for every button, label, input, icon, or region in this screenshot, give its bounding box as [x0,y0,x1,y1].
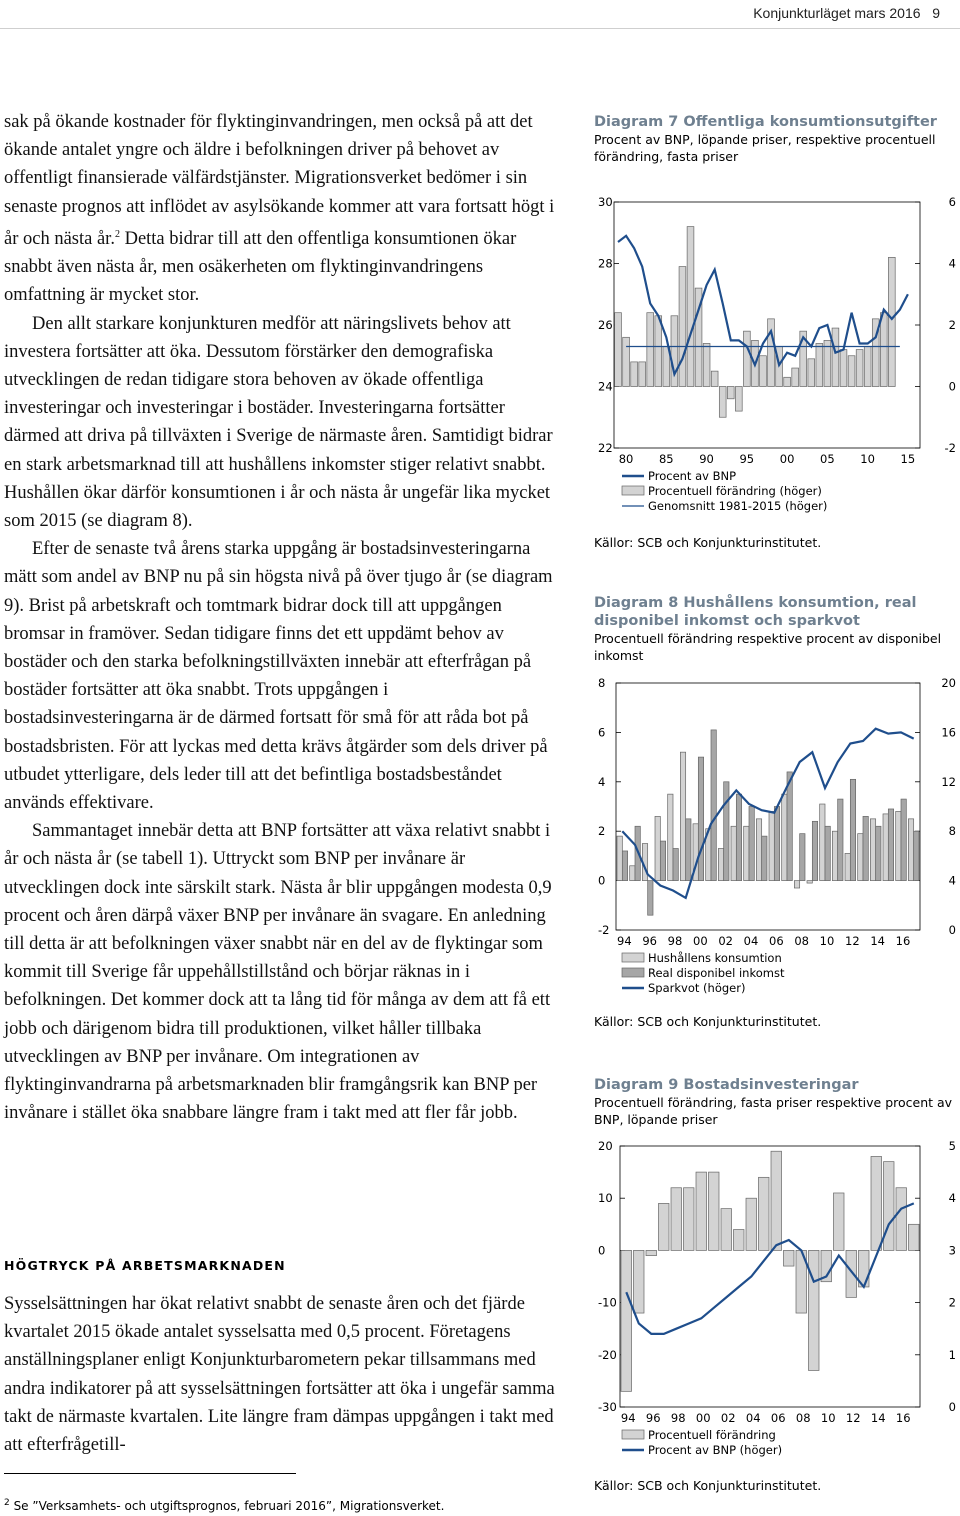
bar [630,866,635,881]
x-tick-label: 14 [870,1411,886,1425]
x-tick-label: 02 [720,1411,736,1425]
bar [621,1250,632,1391]
x-tick-label: 94 [620,1411,636,1425]
bar [680,752,685,880]
x-tick-label: 10 [860,452,875,466]
bar [760,356,767,387]
x-tick-label: 04 [745,1411,761,1425]
bar [792,368,799,386]
bar [615,313,622,387]
paragraph-text: sak på ökande kostnader för flyktinginvandringen, men också på att det ökande antalet yngre och äldre i befolkningen driver på behovet av offentligt finansierade välfärdstjänster. Migrationsverket bedömer i sin senaste prognos att inflödet av asylsökande kommer att vara fortsatt högt i år och nästa år. [4,112,555,249]
bar [850,779,855,880]
x-tick-label: 00 [695,1411,711,1425]
bar [846,1250,857,1297]
bar [743,331,750,386]
x-tick-label: 15 [900,452,916,466]
bar [838,799,843,881]
bar [864,347,871,387]
body-paragraph [4,817,560,1127]
section-paragraph: Sysselsättningen har ökat relativt snabbt de senaste åren och det fjärde kvartalet 2015 ökade antalet sysselsatta med 0,5 procent. Företagens anställningsplaner enligt Konjunkturbarometern pekar tillsammans med andra indikatorer på att sysselsättningen fortsätter att öka i ungefär samma takt de närmaste kvartalen. Lite längre fram dämpas uppgången i takt med att efterfrågetill- [4,1294,555,1456]
bar [759,1177,770,1250]
footnote-text: Se ”Verksamhets- och utgiftsprognos, februari 2016”, Migrationsverket. [13,1499,445,1513]
bar [870,819,875,881]
y-tick-label: 28 [598,256,613,271]
bar [848,356,855,387]
x-tick-label: 08 [794,934,809,948]
bar [735,387,742,412]
header-title: Konjunkturläget mars 2016 [753,5,921,21]
bar [622,851,627,881]
y2-tick-label: 3 [948,1243,956,1258]
bar [774,807,779,881]
body-text [4,108,560,1127]
bar [876,826,881,880]
bar [784,377,791,386]
bar [845,853,850,880]
y2-tick-label: 2 [948,1295,956,1310]
running-header [753,5,940,21]
y2-tick-label: 4 [948,256,956,271]
paragraph-text: Sammantaget innebär detta att BNP fortsätter att växa relativt snabbt i år och nästa år (se tabell 1). Uttryckt som BNP per invånare är utvecklingen dock inte särskilt stark. Nästa år blir uppgången modesta 0,9 procent och åren därpå växer BNP per invånare än svagare. En anledning till detta är att befolkningen växer snabbt när en del av de flyktingar som kommit till Sverige får uppehållstillstånd och börjar räknas in i befolkningen. Det kommer dock att ta lång tid för många av dem att få ett jobb och därigenom bidra till produktionen, vilket håller tillbaka utvecklingen av BNP per invånare. Om integrationen av flyktinginvandrarna på arbetsmarknaden blir framgångsrik kan BNP per invånare i stället öka snabbare längre fram i takt med att fler får jobb. [4,821,552,1124]
bar [880,313,887,387]
bar [711,371,718,386]
bar [684,1188,695,1251]
bar [914,831,919,880]
y2-tick-label: 20 [941,676,956,690]
section-heading: HÖGTRYCK PÅ ARBETSMARKNADEN [4,1258,286,1273]
diagram-9-source: Källor: SCB och Konjunkturinstitutet. [594,1478,822,1493]
bar [631,362,638,387]
diagram-9-chart [594,1136,960,1464]
x-tick-label: 96 [645,1411,661,1425]
y2-tick-label: 0 [948,923,956,937]
bar [648,881,653,916]
legend-swatch [622,968,644,977]
bar [686,819,691,881]
x-tick-label: 10 [819,934,835,948]
page-header [0,0,960,29]
bar [884,1162,895,1251]
x-tick-label: 94 [617,934,632,948]
bar [696,1172,707,1250]
y2-tick-label: 1 [948,1347,956,1362]
x-tick-label: 14 [870,934,885,948]
x-tick-label: 95 [739,452,755,466]
y2-tick-label: 2 [948,318,956,332]
x-tick-label: 12 [845,1411,861,1425]
x-tick-label: 98 [667,934,683,948]
y-tick-label: -20 [598,1347,617,1362]
y-tick-label: 10 [598,1191,613,1206]
bar [655,316,662,387]
x-tick-label: 16 [895,1411,911,1425]
legend-label: Procent av BNP [648,469,737,483]
x-tick-label: 06 [769,934,784,948]
diagram-title: Diagram 8 Hushållens konsumtion, real disponibel inkomst och sparkvot [594,595,917,629]
bar [698,757,703,881]
bar [832,328,839,386]
bar [673,848,678,880]
paragraph-text: Detta bidrar till att den offentliga konsumtionen ökar snabbt även nästa år, men osäkerheten om flyktinginvandringens omfattning är mycket stor. [4,228,517,306]
y-tick-label: 26 [598,318,613,332]
bar [909,1224,920,1250]
y-tick-label: 20 [598,1139,613,1153]
diagram-8-source: Källor: SCB och Konjunkturinstitutet. [594,1014,822,1029]
bar [703,343,710,386]
bar [756,819,761,881]
bar [888,809,893,881]
legend-label: Sparkvot (höger) [648,981,746,995]
bar [856,350,863,387]
y-tick-label: 8 [598,676,606,690]
legend-label: Procent av BNP (höger) [648,1443,783,1457]
bar [718,848,723,880]
y2-tick-label: 16 [941,725,956,740]
footnote-number: 2 [4,1498,10,1508]
diagram-8-caption [594,594,960,664]
bar [901,799,906,881]
y2-tick-label: 0 [948,379,956,394]
bar [784,1250,795,1266]
diagram-7-caption [594,113,960,165]
bar [668,794,673,880]
bar [727,387,734,399]
y2-tick-label: 8 [948,824,956,839]
y-tick-label: 4 [598,774,606,789]
bar [820,804,825,881]
bar [858,834,863,881]
diagram-title: Diagram 7 Offentliga konsumtionsutgifter [594,114,937,130]
x-tick-label: 08 [795,1411,811,1425]
y-tick-label: 0 [598,873,606,888]
x-tick-label: 16 [895,934,911,948]
legend-swatch [622,1430,644,1439]
footnote-separator [4,1473,296,1474]
bar [762,836,767,880]
legend-label: Genomsnitt 1981-2015 (höger) [648,499,828,513]
bar [731,826,736,880]
y-tick-label: 24 [598,379,613,394]
bar [800,834,805,881]
bar [749,807,754,881]
bar [771,1151,782,1250]
bar [679,267,686,387]
bar [825,826,830,880]
diagram-title: Diagram 9 Bostadsinvesteringar [594,1077,859,1093]
bar [782,794,787,880]
series-line [622,729,913,898]
bar [671,1188,682,1251]
y2-tick-label: 6 [948,195,956,209]
bar [724,782,729,881]
legend-label: Procentuell förändring [648,1428,776,1442]
bar [721,1209,732,1251]
x-tick-label: 05 [820,452,835,466]
legend-label: Procentuell förändring (höger) [648,484,822,498]
bar [647,313,654,387]
x-tick-label: 02 [718,934,733,948]
diagram-subtitle: Procentuell förändring, fasta priser respektive procent av BNP, löpande priser [594,1095,953,1127]
bar [794,881,799,888]
bar [896,811,901,880]
bar [617,836,622,880]
body-paragraph [4,108,560,310]
paragraph-text: Efter de senaste två årens starka uppgång är bostadsinvesteringarna mätt som andel av BNP nu på sin högsta nivå på över tjugo år (se diagram 9). Brist på arbetskraft och tomtmark bidrar dock till att uppgången bromsar in framöver. Sedan tidigare finns det ett uppdämt behov av bostäder och den starka befolkningstillväxten innebär att efterfrågan på bostäder fortsätter att öka snabbt. Trots uppgången i bostadsinvesteringarna är de därmed fortsatt för små för att råda bot på bostadsbristen. För att lyckas med detta krävs åtgärder som dels driver på utbudet ytterligare, dels leder till att det befintliga bostadsbeståndet används effektivare. [4,539,553,814]
legend-label: Hushållens konsumtion [648,951,782,965]
bar [896,1188,907,1251]
y-tick-label: 0 [598,1243,606,1258]
footnote-ref: 2 [114,228,120,240]
bar [824,340,831,386]
body-paragraph [4,535,560,817]
bar [832,831,837,880]
bar [840,350,847,387]
bar [734,1230,745,1251]
x-tick-label: 00 [779,452,795,466]
bar [711,730,716,881]
x-tick-label: 85 [658,452,674,466]
legend-swatch [622,953,644,962]
y-tick-label: -30 [598,1400,617,1414]
x-tick-label: 10 [820,1411,836,1425]
legend-swatch [622,486,644,495]
bar [871,1156,882,1250]
x-tick-label: 98 [670,1411,686,1425]
y-tick-label: 30 [598,195,613,209]
x-tick-label: 12 [845,934,860,948]
plot-frame [616,683,920,930]
bar [809,1250,820,1370]
y-tick-label: 22 [598,441,613,455]
y-tick-label: -10 [598,1295,617,1310]
x-tick-label: 96 [642,934,657,948]
body-paragraph [4,310,560,536]
diagram-9-caption [594,1076,960,1128]
x-tick-label: 00 [693,934,708,948]
bar [646,1250,657,1255]
bar [736,794,741,880]
bar [746,1198,757,1250]
y2-tick-label: 4 [948,873,956,888]
bar [744,826,749,880]
bar [812,821,817,880]
y2-tick-label: 5 [948,1139,956,1153]
bar [807,881,812,883]
y2-tick-label: -2 [944,441,956,455]
x-tick-label: 90 [699,452,714,466]
y-tick-label: -2 [598,923,610,937]
bar [687,227,694,387]
paragraph-text: Den allt starkare konjunkturen medför att näringslivets behov att investera fortsätter att öka. Dessutom förstärker den demografiska utvecklingen de redan tidigare stora behoven av ökade offentliga investeringar och investeringar i bostäder. Investeringarna fortsätter därmed att driva på tillväxten i Sverige de närmaste åren. Samtidigt bidrar en stark arbetsmarknad till att hushållens inkomster stiger relativt snabbt. Hushållen ökar därför konsumtionen i år och nästa år ungefär lika mycket som 2015 (se diagram 8). [4,313,553,531]
bar [719,387,726,418]
bar [623,337,630,386]
bar [908,819,913,881]
bar [834,1193,845,1250]
bar [863,816,868,880]
bar [816,343,823,386]
bar [709,1172,720,1250]
bar [660,841,665,881]
bar [888,257,895,386]
x-tick-label: 06 [770,1411,786,1425]
bar [769,811,774,880]
bar [768,319,775,387]
x-tick-label: 04 [743,934,759,948]
diagram-subtitle: Procent av BNP, löpande priser, respektive procentuell förändring, fasta priser [594,132,936,164]
x-tick-label: 80 [618,452,634,466]
bar [787,772,792,881]
diagram-7-chart [594,190,960,520]
bar [883,814,888,881]
bar [634,1250,645,1313]
legend-label: Real disponibel inkomst [648,966,785,980]
diagram-7-source: Källor: SCB och Konjunkturinstitutet. [594,535,822,550]
y2-tick-label: 12 [941,774,956,789]
y2-tick-label: 4 [948,1191,956,1206]
diagram-8-chart [594,672,960,1000]
footnote [4,1498,444,1513]
bar [639,362,646,387]
bar [659,1203,670,1250]
y-tick-label: 6 [598,725,606,740]
section-body [4,1290,560,1459]
y2-tick-label: 0 [948,1400,956,1414]
page-number: 9 [932,5,940,21]
bar [808,359,815,387]
bar [655,816,660,880]
diagram-subtitle: Procentuell förändring respektive procent av disponibel inkomst [594,631,942,663]
y-tick-label: 2 [598,824,606,839]
